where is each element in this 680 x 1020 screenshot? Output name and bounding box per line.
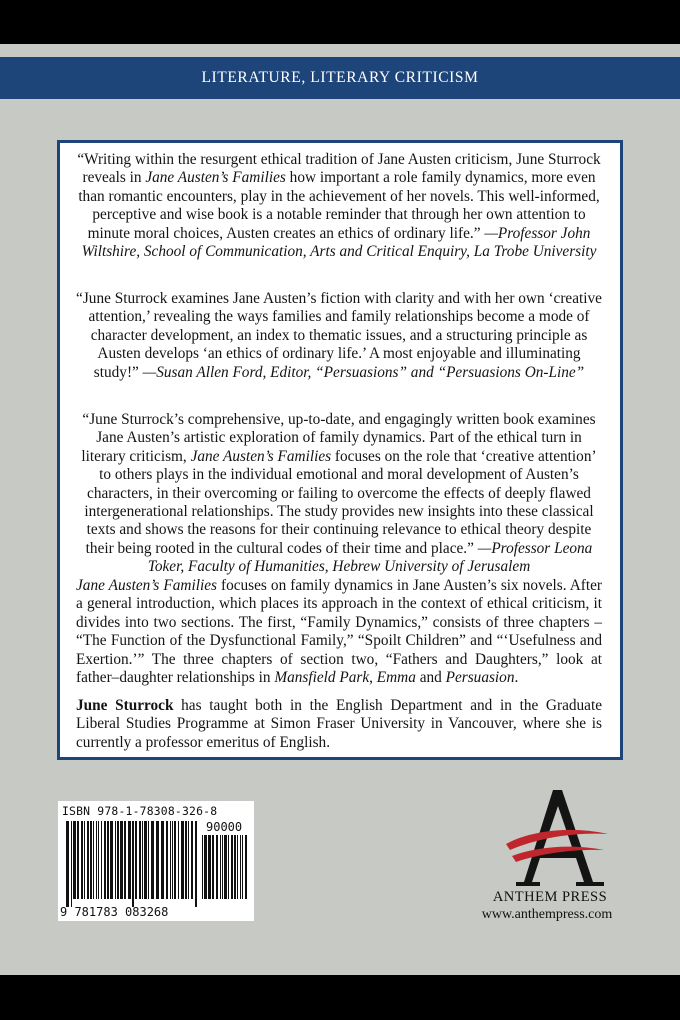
barcode-bar — [208, 835, 211, 899]
barcode-bar — [84, 821, 85, 899]
barcode-bar — [188, 821, 189, 899]
barcode-bar — [191, 821, 193, 899]
barcode-bar — [185, 821, 187, 899]
barcode-bar — [135, 821, 137, 899]
barcode-bar — [90, 821, 92, 899]
barcode-bar — [216, 835, 218, 899]
barcode-bar — [87, 821, 89, 899]
novel-title: Emma — [376, 669, 416, 687]
separator: , — [369, 669, 377, 687]
book-title-mention: Jane Austen’s Families — [145, 169, 286, 187]
barcode-bar — [228, 835, 229, 899]
barcode-bar — [142, 821, 143, 899]
author-bio — [76, 697, 602, 752]
anthem-press-logo-icon — [502, 786, 612, 890]
barcode-bar — [107, 821, 109, 899]
quote-text: focuses on the role that ‘creative attention’ to others plays in the individual emotional and moral development of Austen’s characters, in their overcoming or failing to overcome the effects of deeply flawed intergenerational relationships. The study provides new insights into these classical texts and shows the reasons for their continuing relevance to ethical theory despite their being rooted in the cultural codes of their time and place.” — [84, 447, 597, 557]
barcode-bar — [174, 821, 176, 899]
barcode-bar — [93, 821, 94, 899]
book-description — [76, 577, 602, 687]
barcode-bar — [245, 835, 247, 899]
barcode-bar — [110, 821, 113, 899]
addon-barcode-bars — [202, 835, 248, 907]
ean-number: 9 781783 083268 — [60, 905, 169, 919]
barcode-bar — [166, 821, 168, 899]
barcode-bar — [120, 821, 123, 899]
quote-text: how important a role family dynamics, more even than romantic encounters, play in the achievement of her novels. This well-informed, perceptive and wise book is a notable reminder that through her own attention to minute moral choices, Austen creates an ethics of ordinary life.” — [78, 169, 600, 242]
barcode-bar — [170, 821, 171, 899]
review-quote-toker — [76, 411, 602, 577]
publisher-name: ANTHEM PRESS — [492, 889, 608, 905]
bio-text: has taught both in the English Department and in the Graduate Liberal Studies Programme at Simon Fraser University in Vancouver, where she is currently a professor emeritus of English. — [76, 697, 602, 751]
barcode-bar — [81, 821, 83, 899]
barcode-bar — [240, 835, 241, 899]
barcode-bar — [144, 821, 147, 899]
period: . — [514, 669, 519, 687]
book-back-cover — [0, 44, 680, 975]
novel-title: Persuasion — [445, 669, 515, 687]
barcode-bar — [132, 821, 134, 907]
author-name: June Sturrock — [76, 697, 174, 714]
barcode-bar — [178, 821, 179, 899]
barcode-bar — [117, 821, 119, 899]
publisher-website: www.anthempress.com — [481, 907, 613, 922]
barcode-bar — [98, 821, 99, 899]
barcode-bar — [231, 835, 233, 899]
category-band — [0, 57, 680, 99]
barcode-bar — [96, 821, 97, 899]
isbn-number: ISBN 978-1-78308-326-8 — [62, 804, 218, 818]
review-quote-wiltshire — [76, 151, 602, 261]
book-title-mention: Jane Austen’s Families — [190, 447, 332, 465]
barcode-bar — [151, 821, 154, 899]
quote-text: “Writing within the resurgent ethical tradition of Jane Austen criticism, June Sturrock reveals in — [77, 151, 601, 187]
quote-text: “June Sturrock’s comprehensive, up-to-date, and engagingly written book examines Jane Austen’s artistic exploration of family dynamics. Part of the ethical turn in literary criticism, — [81, 411, 596, 465]
barcode-bar — [224, 835, 227, 899]
barcode-bar — [139, 821, 141, 899]
barcode-bar — [104, 821, 106, 899]
barcode-bar — [66, 821, 69, 907]
barcode-bar — [212, 835, 214, 899]
barcode-bar — [204, 835, 207, 899]
conjunction: and — [415, 669, 446, 687]
barcode-bar — [181, 821, 184, 899]
price-addon-number: 90000 — [206, 820, 243, 834]
blurb-panel — [57, 140, 623, 760]
quote-attribution: —Professor Leona Toker, Faculty of Humanities, Hebrew University of Jerusalem — [147, 539, 593, 576]
barcode-bar — [202, 835, 203, 899]
barcode-bar — [148, 821, 149, 899]
barcode-bar — [124, 821, 126, 899]
quote-attribution: —Susan Allen Ford, Editor, “Persuasions” and “Persuasions On-Line” — [142, 363, 585, 381]
barcode-bar — [128, 821, 131, 899]
barcode-bar — [156, 821, 159, 899]
barcode-bar — [115, 821, 116, 899]
barcode-bar — [101, 821, 102, 899]
barcode-bar — [220, 835, 221, 899]
isbn-barcode — [58, 801, 254, 921]
barcode-bar — [77, 821, 79, 899]
barcode-bar — [195, 821, 197, 907]
barcode-bar — [73, 821, 76, 899]
description-text: focuses on family dynamics in Jane Austen’s six novels. After a general introduction, which places its approach in the context of ethical criticism, it divides into two sections. The first, “Family Dynamics,” consists of three chapters – “The Function of the Dysfunctional Family,” “Spoilt Children” and “‘Usefulness and Exertion.’” The three chapters of section two, “Fathers and Daughters,” look at father–daughter relationships in — [76, 577, 602, 687]
quote-text: “June Sturrock examines Jane Austen’s fiction with clarity and with her own ‘creative attention,’ revealing the ways families and family relationships become a mode of character development, an index to thematic issues, and a structuring principle as Austen develops ‘an ethics of ordinary life.’ A most enjoyable and illuminating study!” — [76, 290, 602, 381]
barcode-bar — [234, 835, 236, 899]
barcode-bar — [71, 821, 72, 907]
barcode-bar — [161, 821, 164, 899]
barcode-bar — [242, 835, 243, 899]
barcode-bar — [222, 835, 223, 899]
barcode-bar — [237, 835, 238, 899]
category-label: LITERATURE, LITERARY CRITICISM — [201, 69, 479, 86]
barcode-bars — [66, 821, 198, 907]
review-quote-ford — [76, 290, 602, 382]
book-title-mention: Jane Austen’s Families — [76, 577, 217, 594]
barcode-bar — [172, 821, 173, 899]
quote-attribution: —Professor John Wiltshire, School of Communication, Arts and Critical Enquiry, La Trobe University — [81, 224, 597, 261]
novel-title: Mansfield Park — [274, 669, 370, 687]
